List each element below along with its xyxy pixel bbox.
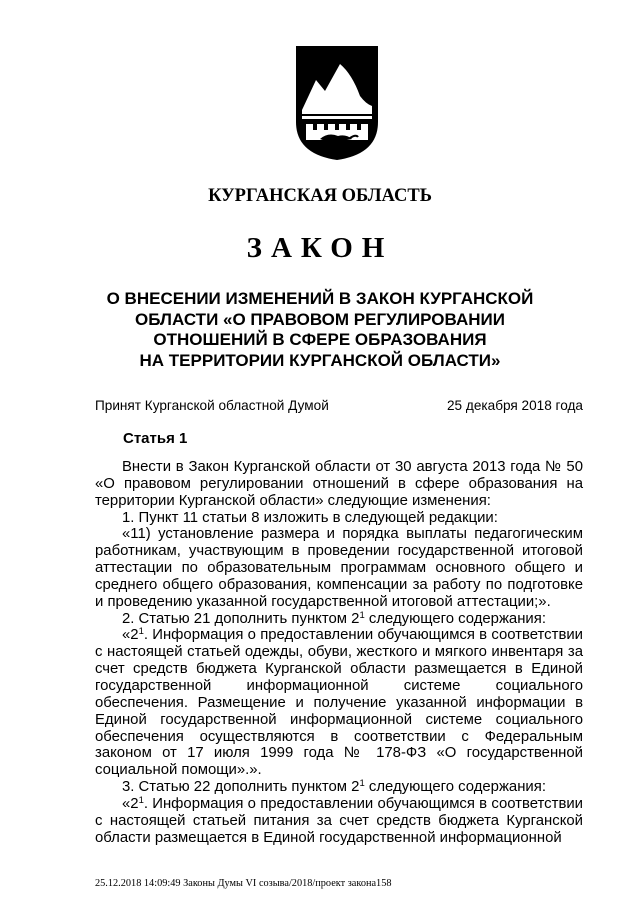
title-line: НА ТЕРРИТОРИИ КУРГАНСКОЙ ОБЛАСТИ»: [139, 350, 501, 370]
article-heading: Статья 1: [123, 430, 188, 447]
title-line: ОТНОШЕНИЙ В СФЕРЕ ОБРАЗОВАНИЯ: [153, 330, 487, 349]
document-title: [80, 289, 560, 371]
paragraph-text: «2: [122, 795, 139, 812]
paragraph-text: 2. Статью 21 дополнить пунктом 2: [122, 610, 360, 627]
title-line: ОБЛАСТИ «О ПРАВОВОМ РЕГУЛИРОВАНИИ: [135, 309, 505, 329]
paragraph: «11) установление размера и порядка выплаты педагогическим работникам, участвующим в проведении государственной итоговой аттестации по образовательным программам основного общего и среднего общего образования, компенсации за работу по подготовке и проведению указанной государственной итоговой аттестации;».: [95, 526, 583, 610]
page-footer: 25.12.2018 14:09:49 Законы Думы VI созыва/2018/проект закона158: [95, 878, 392, 889]
superscript: 1: [138, 626, 144, 638]
paragraph: [95, 611, 583, 628]
adoption-date: 25 декабря 2018 года: [447, 398, 583, 413]
paragraph: Внести в Закон Курганской области от 30 августа 2013 года № 50 «О правовом регулировании отношений в сфере образования на территории Курганской области» следующие изменения:: [95, 459, 583, 509]
adopted-by: Принят Курганской областной Думой: [95, 398, 329, 413]
paragraph: [95, 796, 583, 847]
coat-of-arms-icon: [294, 44, 380, 162]
region-name: КУРГАНСКАЯ ОБЛАСТЬ: [208, 186, 432, 206]
superscript: 1: [359, 778, 365, 790]
superscript: 1: [138, 794, 144, 806]
paragraph-text: 3. Статью 22 дополнить пунктом 2: [122, 779, 360, 796]
paragraph-text: . Информация о предоставлении обучающимся в соответствии с настоящей статьей питания за счет средств бюджета Курганской области размещается в Единой государственной информационной: [95, 795, 583, 846]
superscript: 1: [359, 609, 365, 621]
paragraph-text: следующего содержания:: [364, 779, 546, 796]
paragraph-text: «2: [122, 627, 139, 644]
article-body: [95, 459, 583, 846]
paragraph: [95, 627, 583, 779]
document-type: ЗАКОН: [246, 232, 394, 264]
title-line: О ВНЕСЕНИИ ИЗМЕНЕНИЙ В ЗАКОН КУРГАНСКОЙ: [106, 289, 534, 308]
paragraph: 1. Пункт 11 статьи 8 изложить в следующей редакции:: [122, 509, 498, 526]
paragraph: [95, 779, 583, 796]
paragraph-text: следующего содержания:: [364, 610, 546, 627]
paragraph-text: . Информация о предоставлении обучающимся в соответствии с настоящей статьей одежды, обуви, жесткого и мягкого инвентаря за счет средств бюджета Курганской области размещается в Единой государственной информационной системе социального обеспечения. Размещение и получение указанной информации в Единой государственной информационной системе социального обеспечения осуществляются в соответствии с Федеральным законом от 17 июля 1999 года № 178-ФЗ «О государственной социальной помощи».».: [95, 627, 583, 779]
